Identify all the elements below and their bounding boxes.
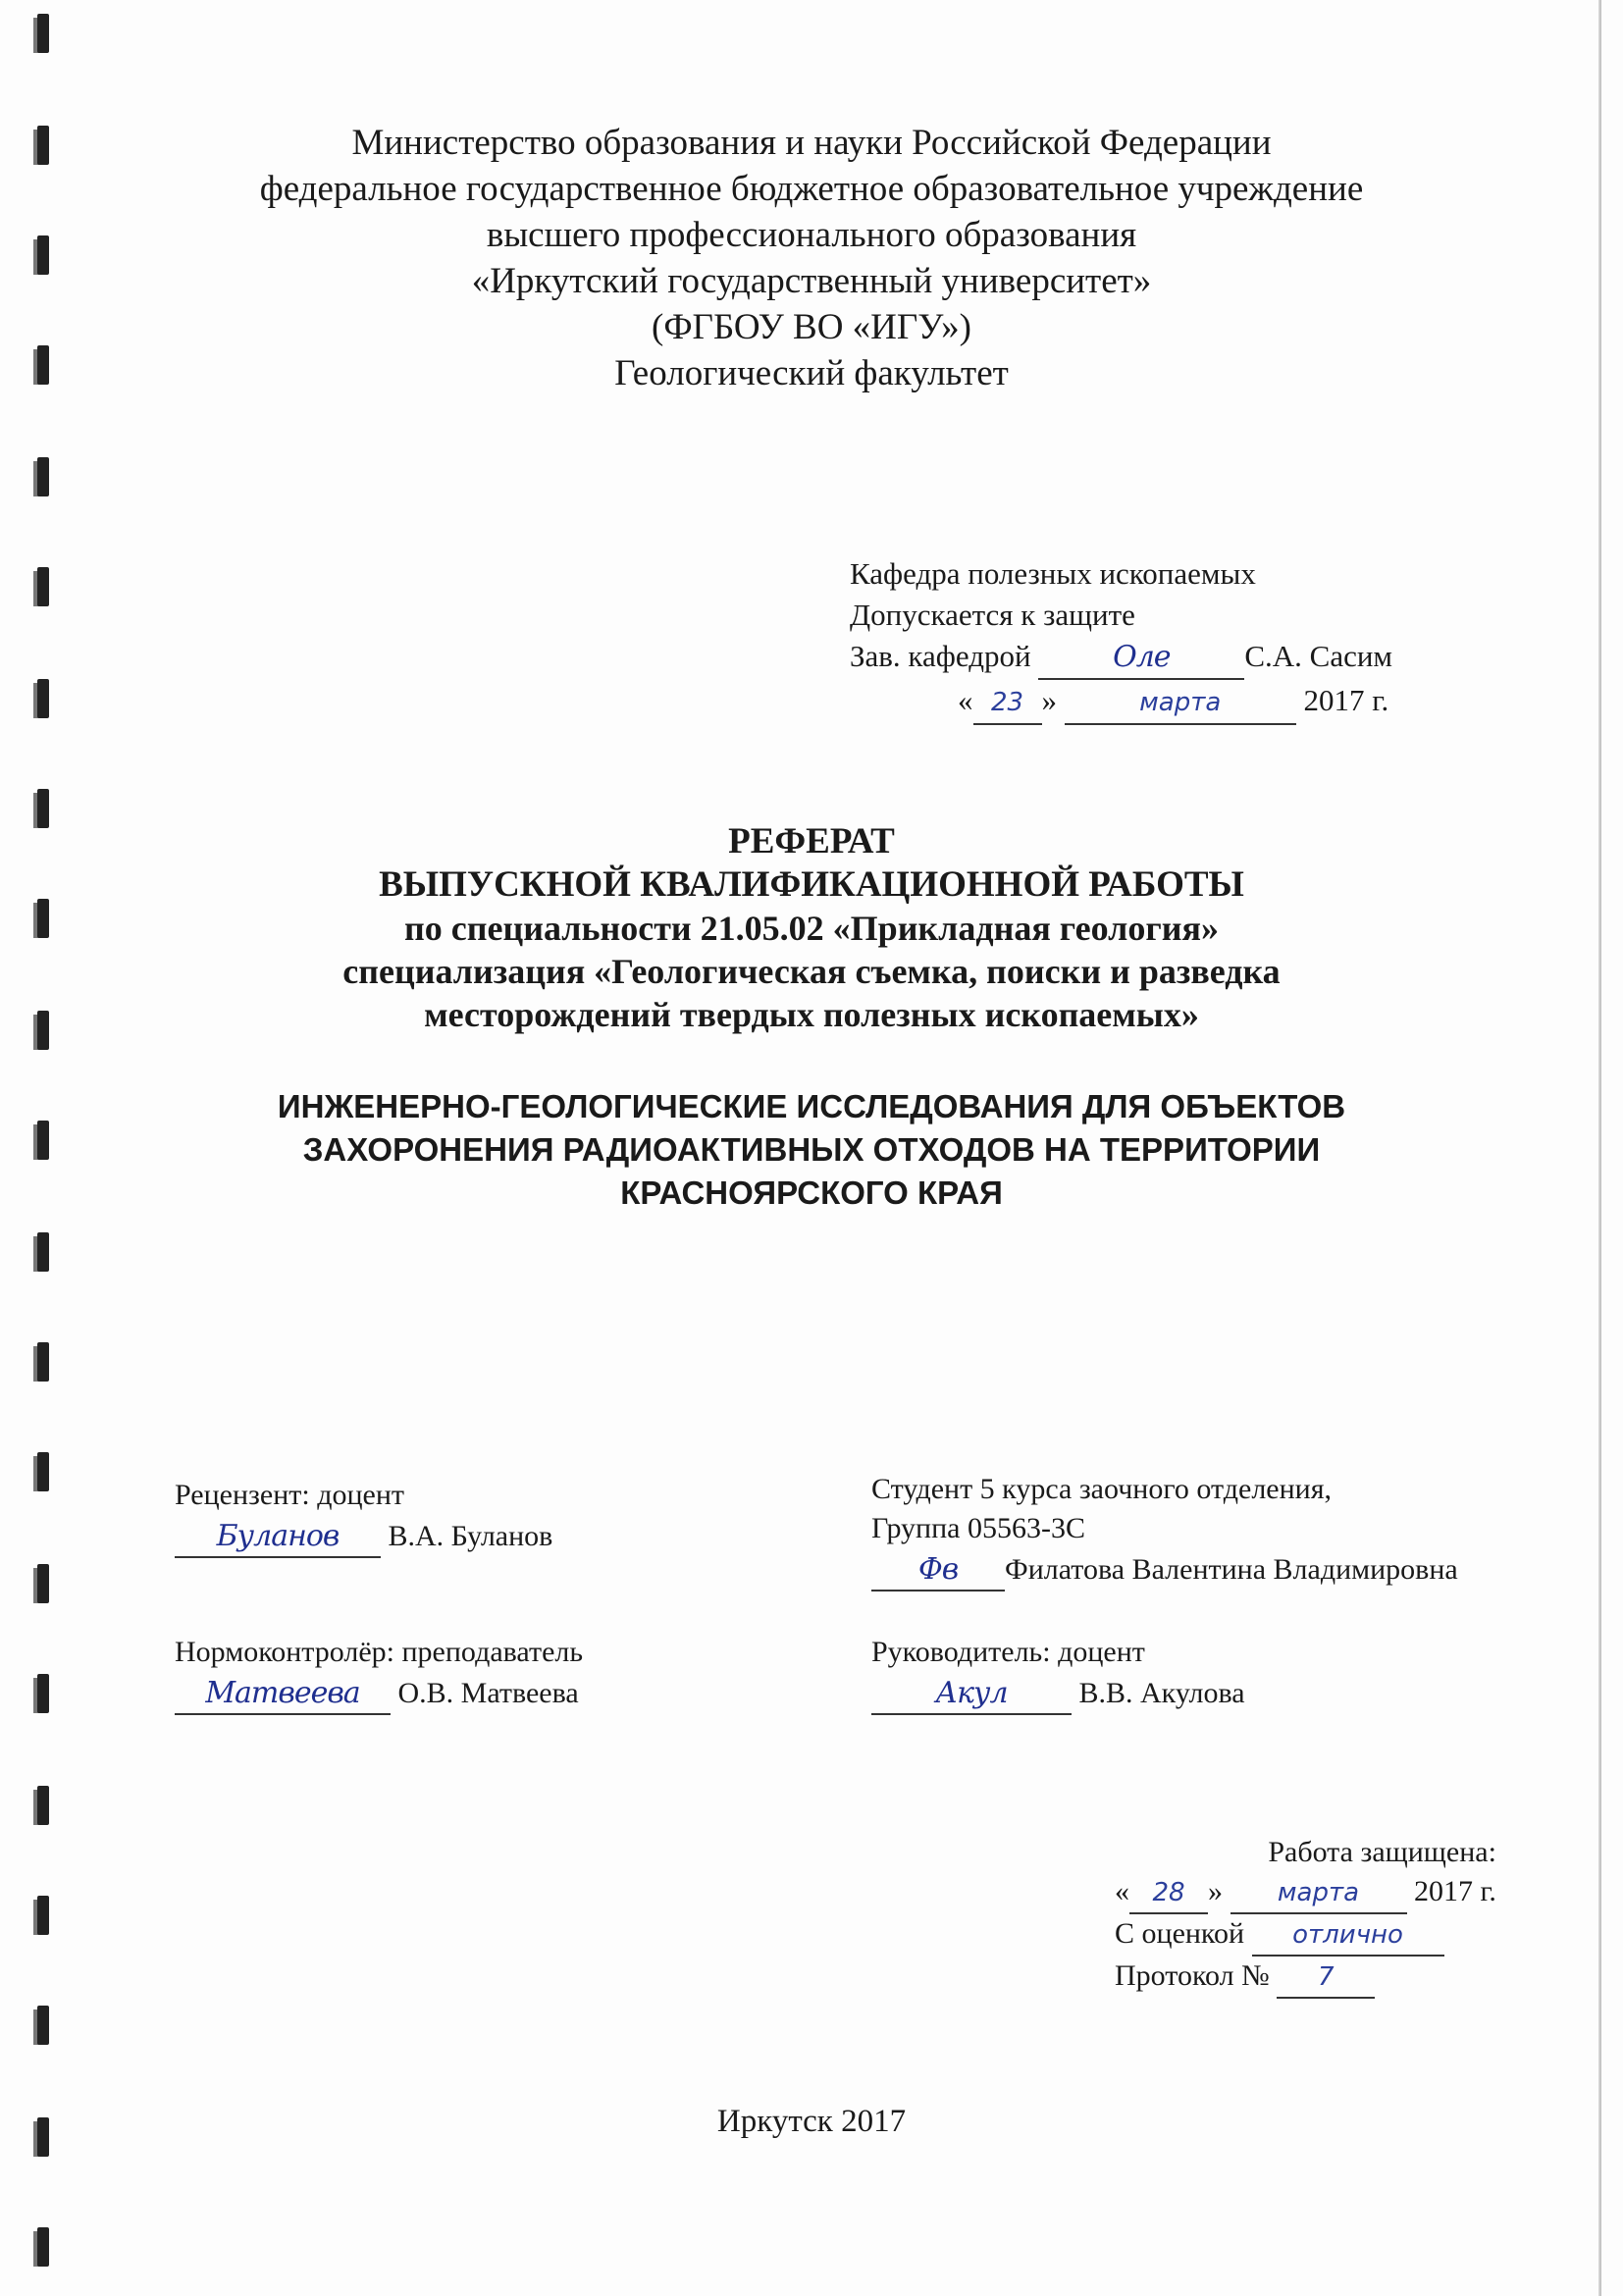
defense-protocol <box>1115 1957 1496 1999</box>
normcontrol-name: О.В. Матвеева <box>397 1677 579 1709</box>
protocol-label: Протокол № <box>1115 1959 1270 1992</box>
defense-date <box>1115 1872 1496 1914</box>
supervisor-signature: Акул <box>935 1676 1008 1710</box>
normcontrol-signature: Матвеева <box>205 1676 360 1710</box>
institution-type-line: федеральное государственное бюджетное образовательное учреждение <box>259 169 1364 209</box>
title-specialty: по специальности 21.05.02 «Прикладная геология» <box>404 909 1219 948</box>
binding-hole <box>37 1786 49 1825</box>
binding-hole <box>37 1342 49 1382</box>
reviewer-signature-line <box>175 1517 381 1558</box>
approval-year: 2017 г. <box>1303 683 1389 717</box>
head-signature: Оле <box>1113 640 1171 674</box>
thesis-topic <box>0 1085 1623 1215</box>
defense-year: 2017 г. <box>1414 1875 1496 1907</box>
topic-line-1: ИНЖЕНЕРНО-ГЕОЛОГИЧЕСКИЕ ИССЛЕДОВАНИЯ ДЛЯ ОБЪЕКТОВ <box>277 1088 1346 1124</box>
defense-day: 28 <box>1152 1878 1185 1907</box>
supervisor-label: Руководитель: доцент <box>871 1636 1145 1668</box>
reviewer-block <box>175 1476 552 1558</box>
binding-hole <box>37 1232 49 1272</box>
quote-open: « <box>1115 1875 1129 1907</box>
protocol-number: 7 <box>1317 1962 1335 1992</box>
defense-label: Работа защищена: <box>1268 1836 1496 1868</box>
reviewer-name: В.А. Буланов <box>388 1520 553 1552</box>
department-name: Кафедра полезных ископаемых <box>850 556 1256 591</box>
university-abbr: (ФГБОУ ВО «ИГУ») <box>652 307 971 347</box>
quote-open: « <box>958 683 973 717</box>
approval-month: марта <box>1139 688 1222 717</box>
binding-hole <box>37 457 49 496</box>
defense-month: марта <box>1277 1878 1360 1907</box>
binding-hole <box>37 2227 49 2267</box>
education-level-line: высшего профессионального образования <box>486 215 1137 255</box>
binding-hole <box>37 679 49 718</box>
quote-close: » <box>1208 1875 1223 1907</box>
approval-block <box>850 553 1392 725</box>
head-signature-line <box>1038 636 1244 680</box>
faculty-name: Геологический факультет <box>614 353 1009 393</box>
ministry-line: Министерство образования и науки Российской Федерации <box>351 123 1272 163</box>
institution-header <box>0 120 1623 396</box>
supervisor-name: В.В. Акулова <box>1078 1677 1245 1709</box>
approval-date <box>850 680 1392 725</box>
student-name: Филатова Валентина Владимировна <box>1005 1553 1458 1586</box>
normcontrol-label: Нормоконтролёр: преподаватель <box>175 1636 584 1668</box>
defense-grade <box>1115 1914 1496 1957</box>
grade-label: С оценкой <box>1115 1917 1245 1950</box>
head-label: Зав. кафедрой <box>850 639 1031 673</box>
student-signature-line <box>871 1550 1005 1592</box>
student-label: Студент 5 курса заочного отделения, <box>871 1473 1333 1505</box>
binding-hole <box>37 1564 49 1603</box>
student-signature: Фв <box>917 1552 959 1587</box>
university-name: «Иркутский государственный университет» <box>471 261 1152 301</box>
normcontrol-block <box>175 1633 583 1715</box>
reviewer-signature: Буланов <box>216 1519 340 1553</box>
binding-hole <box>37 14 49 53</box>
binding-hole <box>37 1896 49 1935</box>
supervisor-block <box>871 1633 1245 1715</box>
supervisor-signature-line <box>871 1674 1072 1715</box>
topic-line-2: ЗАХОРОНЕНИЯ РАДИОАКТИВНЫХ ОТХОДОВ НА ТЕРРИТОРИИ <box>302 1131 1321 1168</box>
student-block <box>871 1470 1458 1592</box>
binding-hole <box>37 567 49 606</box>
approval-day: 23 <box>990 688 1024 717</box>
binding-hole <box>37 2006 49 2045</box>
quote-close: » <box>1041 683 1057 717</box>
binding-hole <box>37 1452 49 1491</box>
student-group: Группа 05563-3С <box>871 1512 1085 1544</box>
grade-value: отлично <box>1292 1920 1403 1950</box>
head-name: С.А. Сасим <box>1244 639 1393 673</box>
document-title <box>0 820 1623 1036</box>
binding-hole <box>37 1674 49 1713</box>
city-year: Иркутск 2017 <box>716 2104 907 2139</box>
topic-line-3: КРАСНОЯРСКОГО КРАЯ <box>620 1174 1003 1211</box>
title-work-type: ВЫПУСКНОЙ КВАЛИФИКАЦИОННОЙ РАБОТЫ <box>379 864 1244 905</box>
title-specialization: специализация «Геологическая съемка, поиски и разведка <box>342 952 1281 991</box>
defense-block <box>1115 1833 1496 1999</box>
admitted-text: Допускается к защите <box>850 598 1135 632</box>
reviewer-label: Рецензент: доцент <box>175 1479 404 1511</box>
title-specialization-cont: месторождений твердых полезных ископаемых» <box>424 995 1199 1034</box>
title-referat: РЕФЕРАТ <box>728 821 895 861</box>
head-of-department-line <box>850 636 1392 680</box>
normcontrol-signature-line <box>175 1674 391 1715</box>
